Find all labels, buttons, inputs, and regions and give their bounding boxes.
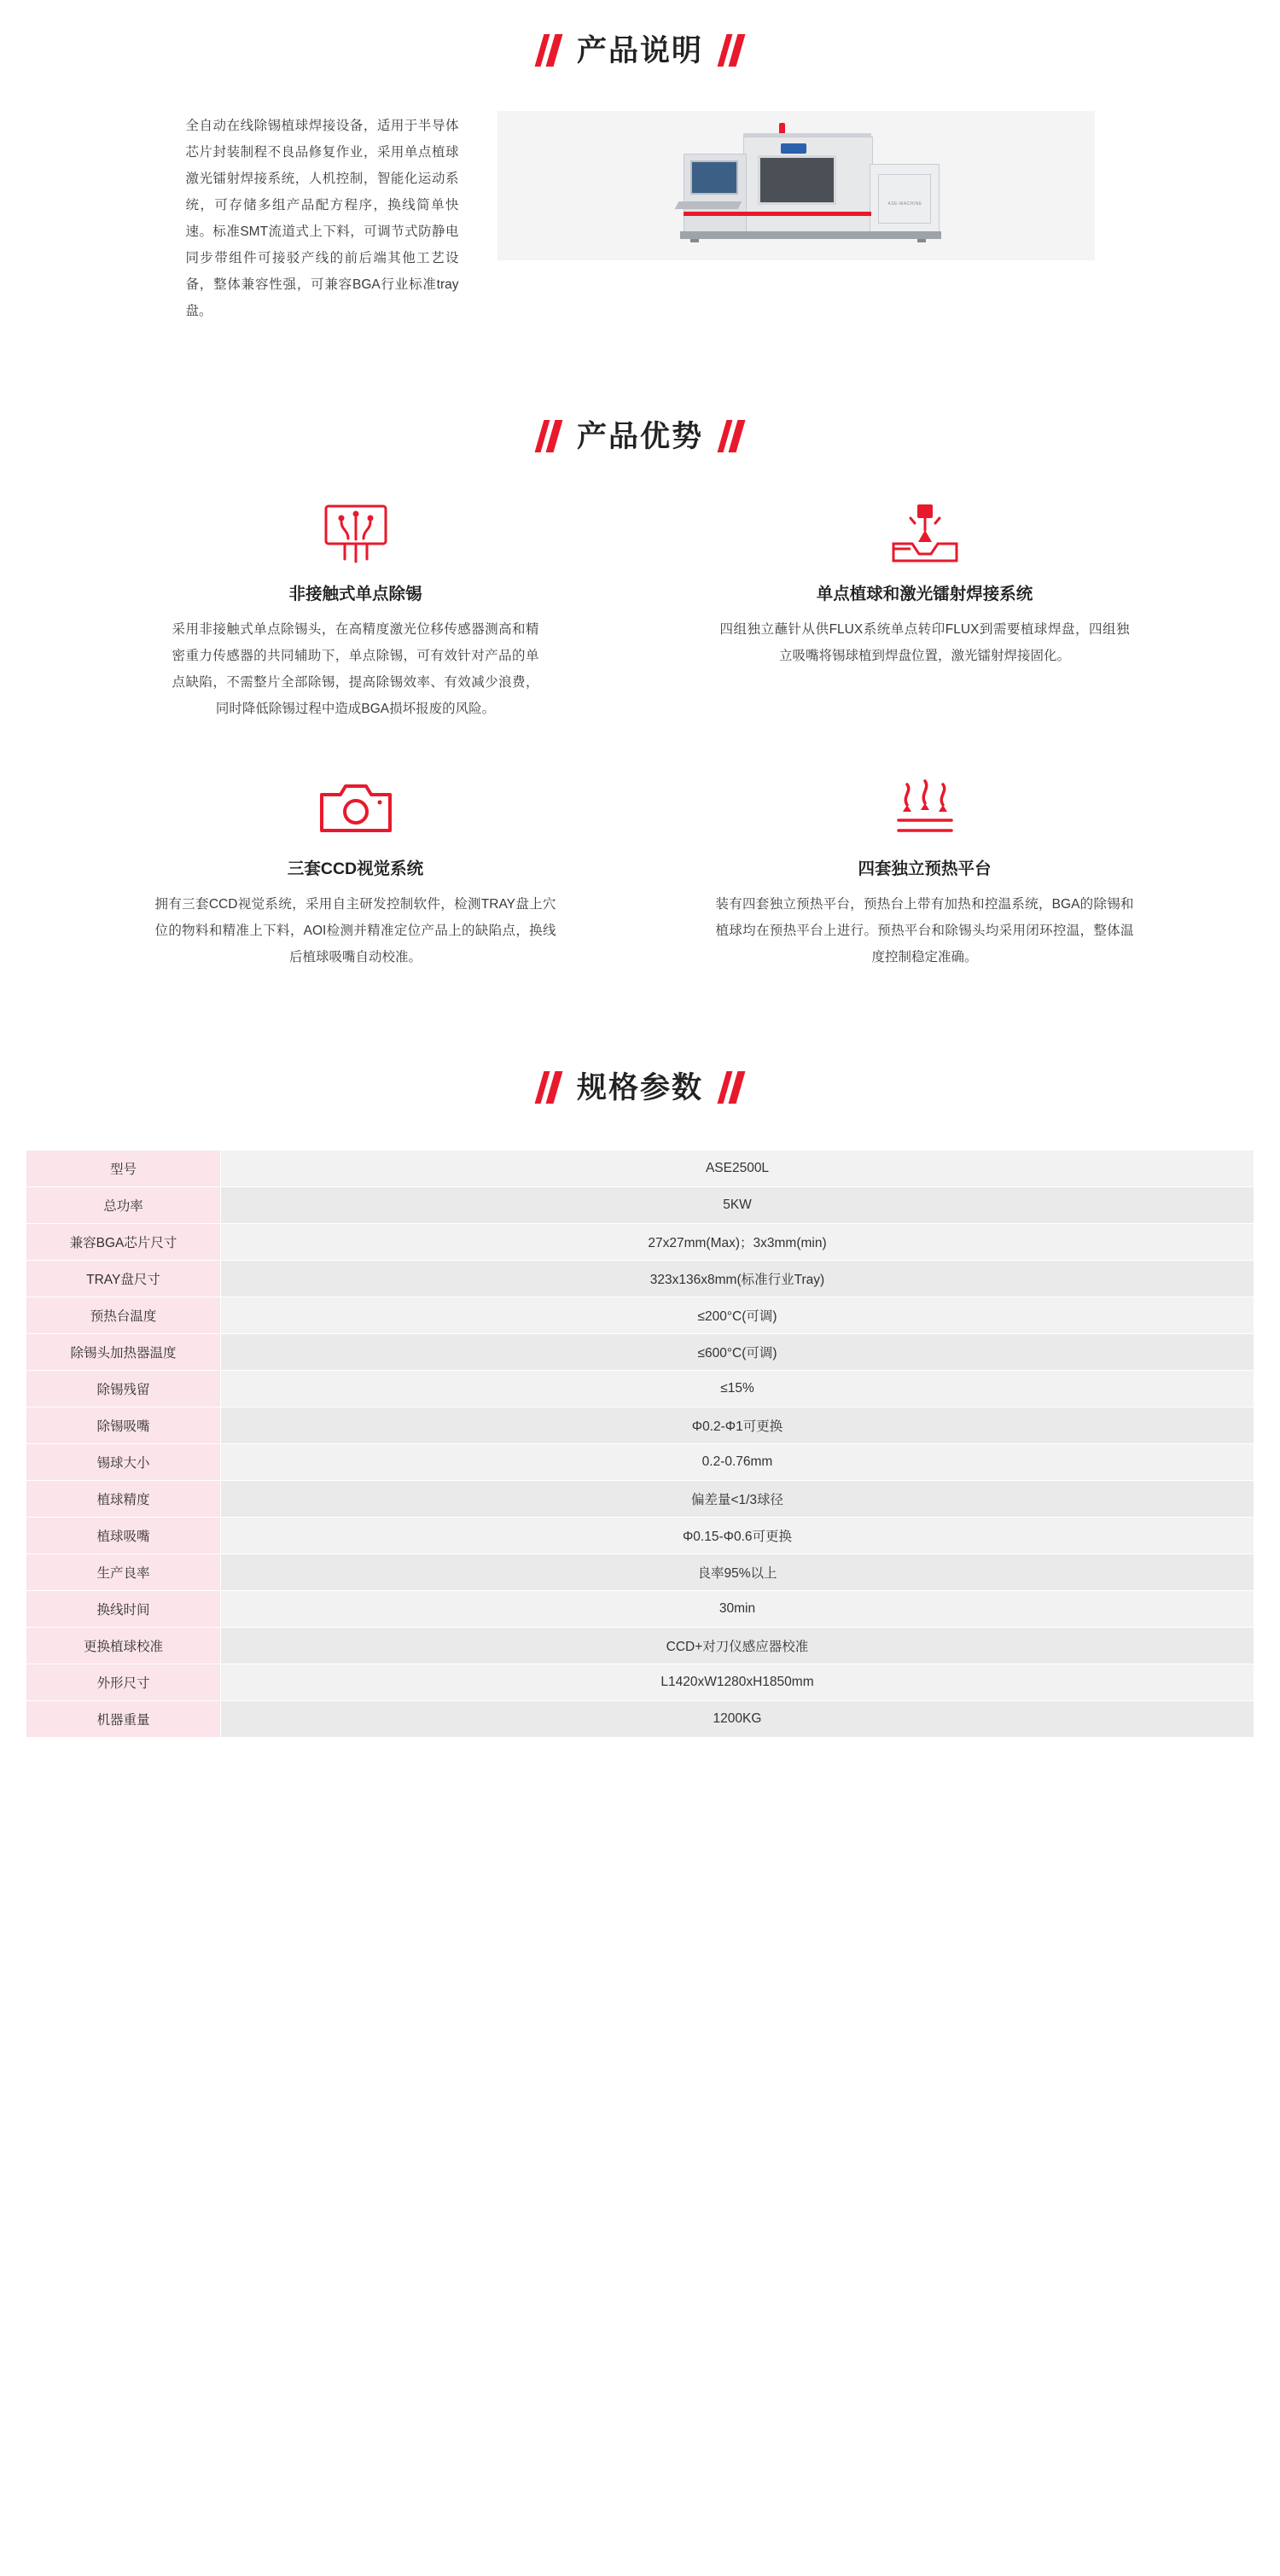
section-heading-description	[0, 34, 1280, 67]
section-title-specs: 规格参数	[576, 1070, 703, 1104]
spec-value: Φ0.2-Φ1可更换	[221, 1407, 1254, 1444]
section-title-description: 产品说明	[576, 33, 703, 67]
slash-right-icon	[722, 34, 741, 67]
slash-right-icon	[722, 1071, 741, 1104]
advantage-title: 单点植球和激光镭射焊接系统	[816, 585, 1033, 603]
spec-key: 锡球大小	[26, 1444, 221, 1481]
camera-icon	[115, 775, 596, 842]
section-product-advantages	[0, 420, 1280, 970]
table-row	[26, 1187, 1254, 1224]
machine-illustration	[643, 130, 950, 241]
product-photo	[497, 111, 1095, 260]
spec-value: 1200KG	[221, 1701, 1254, 1738]
advantage-text: 拥有三套CCD视觉系统，采用自主研发控制软件，检测TRAY盘上穴位的物料和精准上下料，AOI检测并精准定位产品上的缺陷点，换线后植球吸嘴自动校准。	[154, 897, 556, 965]
spec-key: 总功率	[26, 1187, 221, 1224]
table-row	[26, 1407, 1254, 1444]
table-row	[26, 1224, 1254, 1261]
table-row	[26, 1701, 1254, 1738]
table-row	[26, 1151, 1254, 1187]
spec-value: 30min	[221, 1591, 1254, 1628]
table-row	[26, 1334, 1254, 1371]
spec-value: 5KW	[221, 1187, 1254, 1224]
spec-key: 型号	[26, 1151, 221, 1187]
laser-welding-icon	[684, 500, 1165, 567]
spec-value: ≤15%	[221, 1371, 1254, 1407]
slash-left-icon	[539, 34, 558, 67]
table-row	[26, 1628, 1254, 1664]
table-row	[26, 1554, 1254, 1591]
spec-key: 外形尺寸	[26, 1664, 221, 1701]
spec-key: 换线时间	[26, 1591, 221, 1628]
spec-value: CCD+对刀仪感应器校准	[221, 1628, 1254, 1664]
advantage-item	[115, 500, 596, 722]
spec-value: L1420xW1280xH1850mm	[221, 1664, 1254, 1701]
slash-right-icon	[722, 420, 741, 452]
specifications-table	[26, 1150, 1254, 1738]
spec-key: 植球精度	[26, 1481, 221, 1518]
brand-logo	[781, 143, 806, 154]
advantage-text: 四组独立蘸针从供FLUX系统单点转印FLUX到需要植球焊盘，四组独立吸嘴将锡球植到焊盘位置，激光镭射焊接固化。	[719, 622, 1130, 663]
advantage-title: 三套CCD视觉系统	[287, 860, 424, 878]
table-row	[26, 1664, 1254, 1701]
spec-value: ≤600°C(可调)	[221, 1334, 1254, 1371]
spec-value: 27x27mm(Max)；3x3mm(min)	[221, 1224, 1254, 1261]
advantage-item	[684, 775, 1165, 970]
specifications-table-body	[26, 1151, 1254, 1738]
spec-value: 良率95%以上	[221, 1554, 1254, 1591]
slash-left-icon	[539, 1071, 558, 1104]
machine-label: ASE-MACHINE	[887, 201, 922, 207]
table-row	[26, 1371, 1254, 1407]
section-specifications	[0, 1071, 1280, 1757]
machine-keyboard	[674, 201, 742, 209]
spec-value: ≤200°C(可调)	[221, 1297, 1254, 1334]
advantage-title: 非接触式单点除锡	[288, 585, 422, 603]
spec-key: TRAY盘尺寸	[26, 1261, 221, 1297]
spec-key: 预热台温度	[26, 1297, 221, 1334]
description-row	[0, 111, 1280, 324]
table-row	[26, 1261, 1254, 1297]
slash-left-icon	[539, 420, 558, 452]
heating-platform-icon	[684, 775, 1165, 842]
spec-key: 生产良率	[26, 1554, 221, 1591]
advantage-text: 装有四套独立预热平台，预热台上带有加热和控温系统，BGA的除锡和植球均在预热平台上进行。预热平台和除锡头均采用闭环控温，整体温度控制稳定准确。	[715, 897, 1134, 965]
advantage-title: 四套独立预热平台	[858, 860, 992, 878]
section-product-description	[0, 34, 1280, 324]
section-heading-advantages	[0, 420, 1280, 452]
section-heading-specs	[0, 1071, 1280, 1104]
advantage-text: 采用非接触式单点除锡头，在高精度激光位移传感器测高和精密重力传感器的共同辅助下，单点除锡，可有效针对产品的单点缺陷，不需整片全部除锡，提高除锡效率、有效减少浪费，同时降低除锡过程中造成BGA损坏报废的风险。	[172, 622, 539, 716]
machine-monitor	[690, 160, 738, 195]
advantages-grid	[115, 500, 1165, 970]
spec-value: 323x136x8mm(标准行业Tray)	[221, 1261, 1254, 1297]
section-title-advantages: 产品优势	[576, 419, 703, 453]
spec-key: 除锡头加热器温度	[26, 1334, 221, 1371]
spec-value: 0.2-0.76mm	[221, 1444, 1254, 1481]
spec-value: Φ0.15-Φ0.6可更换	[221, 1518, 1254, 1554]
table-row	[26, 1444, 1254, 1481]
spec-key: 除锡吸嘴	[26, 1407, 221, 1444]
description-paragraph: 全自动在线除锡植球焊接设备，适用于半导体芯片封装制程不良品修复作业，采用单点植球激光镭射焊接系统，人机控制，智能化运动系统，可存储多组产品配方程序，换线简单快速。标准SMT流道式上下料，可调节式防静电同步带组件可接驳产线的前后端其他工艺设备，整体兼容性强，可兼容BGA行业标准tray盘。	[185, 119, 459, 318]
table-row	[26, 1481, 1254, 1518]
desolder-nozzle-icon	[115, 500, 596, 567]
spec-key: 更换植球校准	[26, 1628, 221, 1664]
spec-key: 兼容BGA芯片尺寸	[26, 1224, 221, 1261]
table-row	[26, 1518, 1254, 1554]
table-row	[26, 1297, 1254, 1334]
spec-key: 除锡残留	[26, 1371, 221, 1407]
advantage-item	[115, 775, 596, 970]
advantage-item	[684, 500, 1165, 722]
spec-value: 偏差量<1/3球径	[221, 1481, 1254, 1518]
spec-value: ASE2500L	[221, 1151, 1254, 1187]
spec-key: 机器重量	[26, 1701, 221, 1738]
table-row	[26, 1591, 1254, 1628]
machine-window	[758, 155, 836, 205]
spec-key: 植球吸嘴	[26, 1518, 221, 1554]
